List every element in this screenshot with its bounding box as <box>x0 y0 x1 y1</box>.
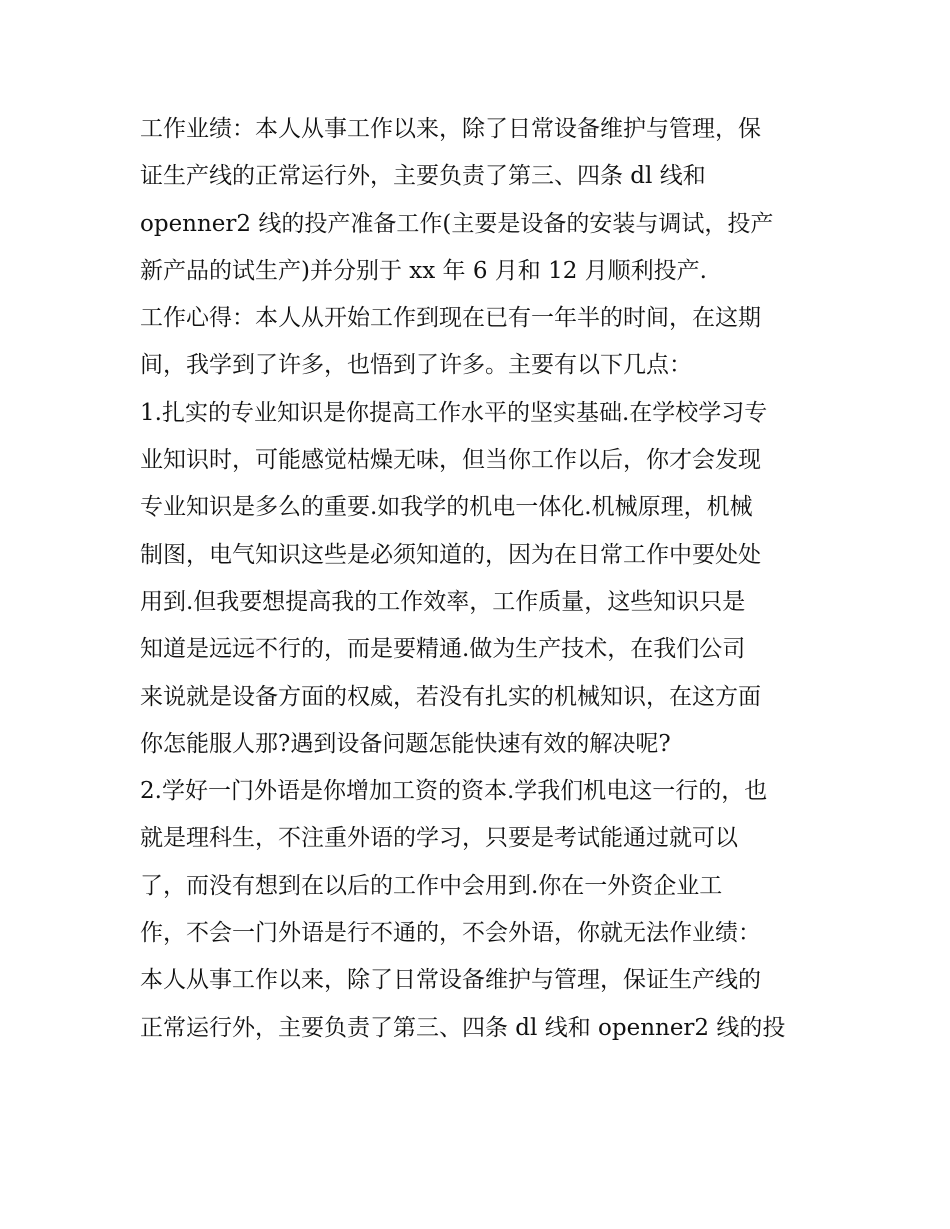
text-line-17: 了，而没有想到在以后的工作中会用到.你在一外资企业工 <box>140 872 723 899</box>
body-text <box>140 106 820 1052</box>
text-line-19: 本人从事工作以来，除了日常设备维护与管理，保证生产线的 <box>140 967 761 994</box>
text-line-6: 间，我学到了许多，也悟到了许多。主要有以下几点： <box>140 352 692 379</box>
text-line-3: openner2 线的投产准备工作(主要是设备的安装与调试，投产 <box>140 210 774 237</box>
text-line-14: 你怎能服人那?遇到设备问题怎能快速有效的解决呢? <box>140 730 671 757</box>
text-line-20: 正常运行外，主要负责了第三、四条 dl 线和 openner2 线的投 <box>140 1014 786 1041</box>
text-line-12: 知道是远远不行的，而是要精通.做为生产技术，在我们公司 <box>140 636 746 663</box>
text-line-13: 来说就是设备方面的权威，若没有扎实的机械知识，在这方面 <box>140 683 761 710</box>
text-line-9: 专业知识是多么的重要.如我学的机电一体化.机械原理，机械 <box>140 494 753 521</box>
text-line-18: 作，不会一门外语是行不通的，不会外语，你就无法作业绩： <box>140 920 761 947</box>
text-line-15: 2.学好一门外语是你增加工资的资本.学我们机电这一行的，也 <box>140 778 768 805</box>
text-line-5: 工作心得：本人从开始工作到现在已有一年半的时间，在这期 <box>140 305 761 332</box>
text-line-7: 1.扎实的专业知识是你提高工作水平的坚实基础.在学校学习专 <box>140 399 768 426</box>
text-line-10: 制图，电气知识这些是必须知道的，因为在日常工作中要处处 <box>140 541 761 568</box>
text-line-1: 工作业绩：本人从事工作以来，除了日常设备维护与管理，保 <box>140 116 761 142</box>
text-line-4: 新产品的试生产)并分别于 xx 年 6 月和 12 月顺利投产. <box>140 257 707 284</box>
text-line-11: 用到.但我要想提高我的工作效率，工作质量，这些知识只是 <box>140 588 746 615</box>
text-line-2: 证生产线的正常运行外，主要负责了第三、四条 dl 线和 <box>140 163 706 190</box>
text-line-8: 业知识时，可能感觉枯燥无味，但当你工作以后，你才会发现 <box>140 447 761 474</box>
text-line-16: 就是理科生，不注重外语的学习，只要是考试能通过就可以 <box>140 825 738 852</box>
